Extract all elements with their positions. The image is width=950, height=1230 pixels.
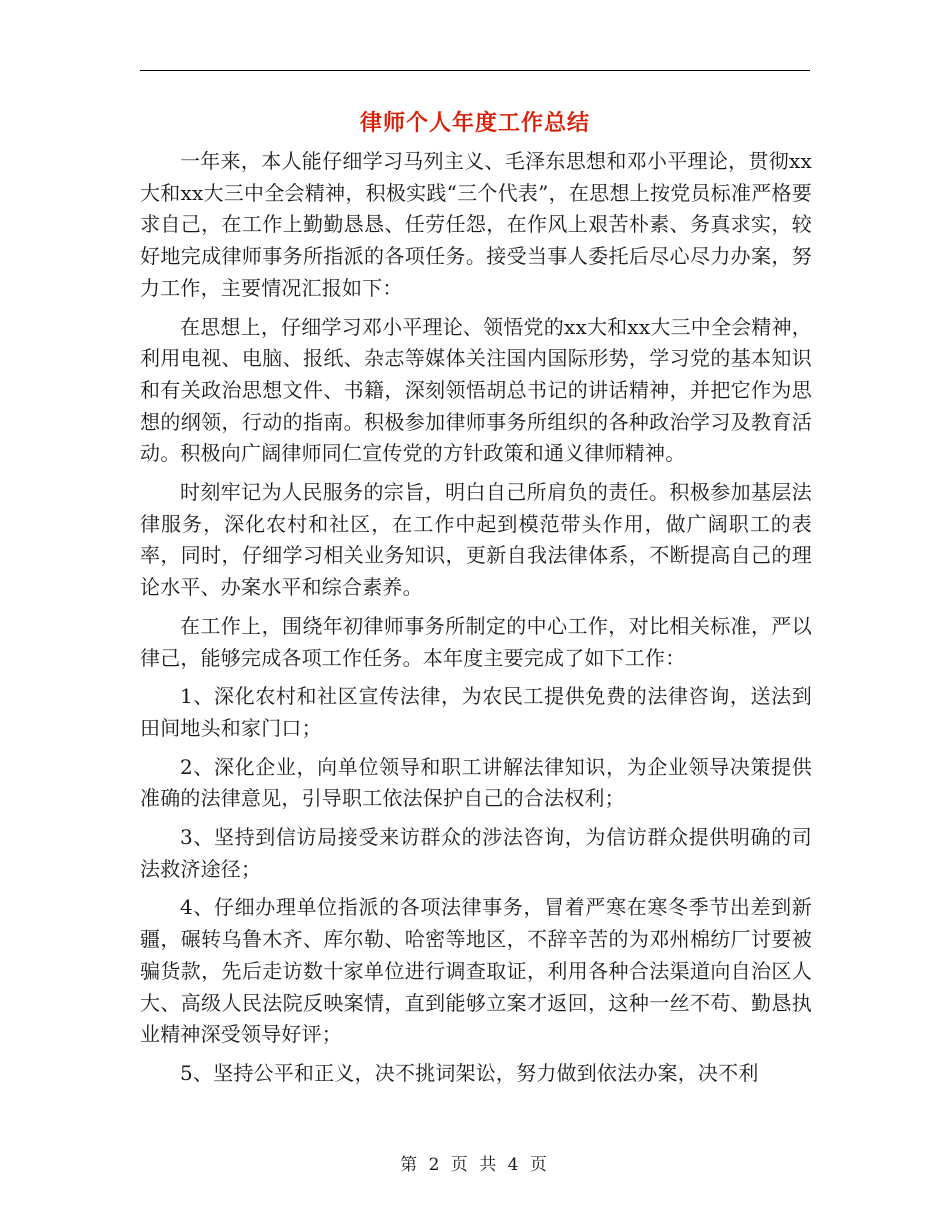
- list-item-4: 4、仔细办理单位指派的各项法律事务，冒着严寒在寒冬季节出差到新疆，碾转乌鲁木齐、库尔勒、哈密等地区，不辞辛苦的为邓州棉纺厂讨要被骗货款，先后走访数十家单位进行调查取证，利用各种合法渠道向自治区人大、高级人民法院反映案情，直到能够立案才返回，这种一丝不苟、勤恳执业精神深受领导好评；: [140, 895, 812, 1047]
- list-item-1: 1、深化农村和社区宣传法律，为农民工提供免费的法律咨询，送法到田间地头和家门口；: [140, 684, 812, 740]
- list-item-3: 3、坚持到信访局接受来访群众的涉法咨询，为信访群众提供明确的司法救济途径；: [140, 825, 812, 881]
- page-number: 第 2 页 共 4 页: [400, 1155, 550, 1175]
- header-rule: [140, 70, 810, 71]
- paragraph-work: 在工作上，围绕年初律师事务所制定的中心工作，对比相关标准，严以律己，能够完成各项工作任务。本年度主要完成了如下工作：: [140, 613, 812, 670]
- paragraph-intro: 一年来，本人能仔细学习马列主义、毛泽东思想和邓小平理论，贯彻xx大和xx大三中全会精神，积极实践“三个代表”，在思想上按党员标准严格要求自己，在工作上勤勤恳恳、任劳任怨，在作风上艰苦朴素、务真求实，较好地完成律师事务所指派的各项任务。接受当事人委托后尽心尽力办案，努力工作，主要情况汇报如下：: [140, 149, 812, 300]
- document-title: 律师个人年度工作总结: [359, 111, 590, 136]
- list-item-5: 5、坚持公平和正义，决不挑词架讼，努力做到依法办案，决不利: [180, 1060, 759, 1085]
- list-item-2: 2、深化企业，向单位领导和职工讲解法律知识，为企业领导决策提供准确的法律意见，引导职工依法保护自己的合法权利；: [140, 754, 812, 811]
- paragraph-service: 时刻牢记为人民服务的宗旨，明白自己所肩负的责任。积极参加基层法律服务，深化农村和社区，在工作中起到模范带头作用，做广阔职工的表率，同时，仔细学习相关业务知识，更新自我法律体系，不断提高自己的理论水平、办案水平和综合素养。: [140, 480, 812, 600]
- paragraph-ideology: 在思想上，仔细学习邓小平理论、领悟党的xx大和xx大三中全会精神，利用电视、电脑、报纸、杂志等媒体关注国内国际形势，学习党的基本知识和有关政治思想文件、书籍，深刻领悟胡总书记的讲话精神，并把它作为思想的纲领，行动的指南。积极参加律师事务所组织的各种政治学习及教育活动。积极向广阔律师同仁宣传党的方针政策和通义律师精神。: [140, 314, 812, 466]
- document-body: [140, 146, 812, 1097]
